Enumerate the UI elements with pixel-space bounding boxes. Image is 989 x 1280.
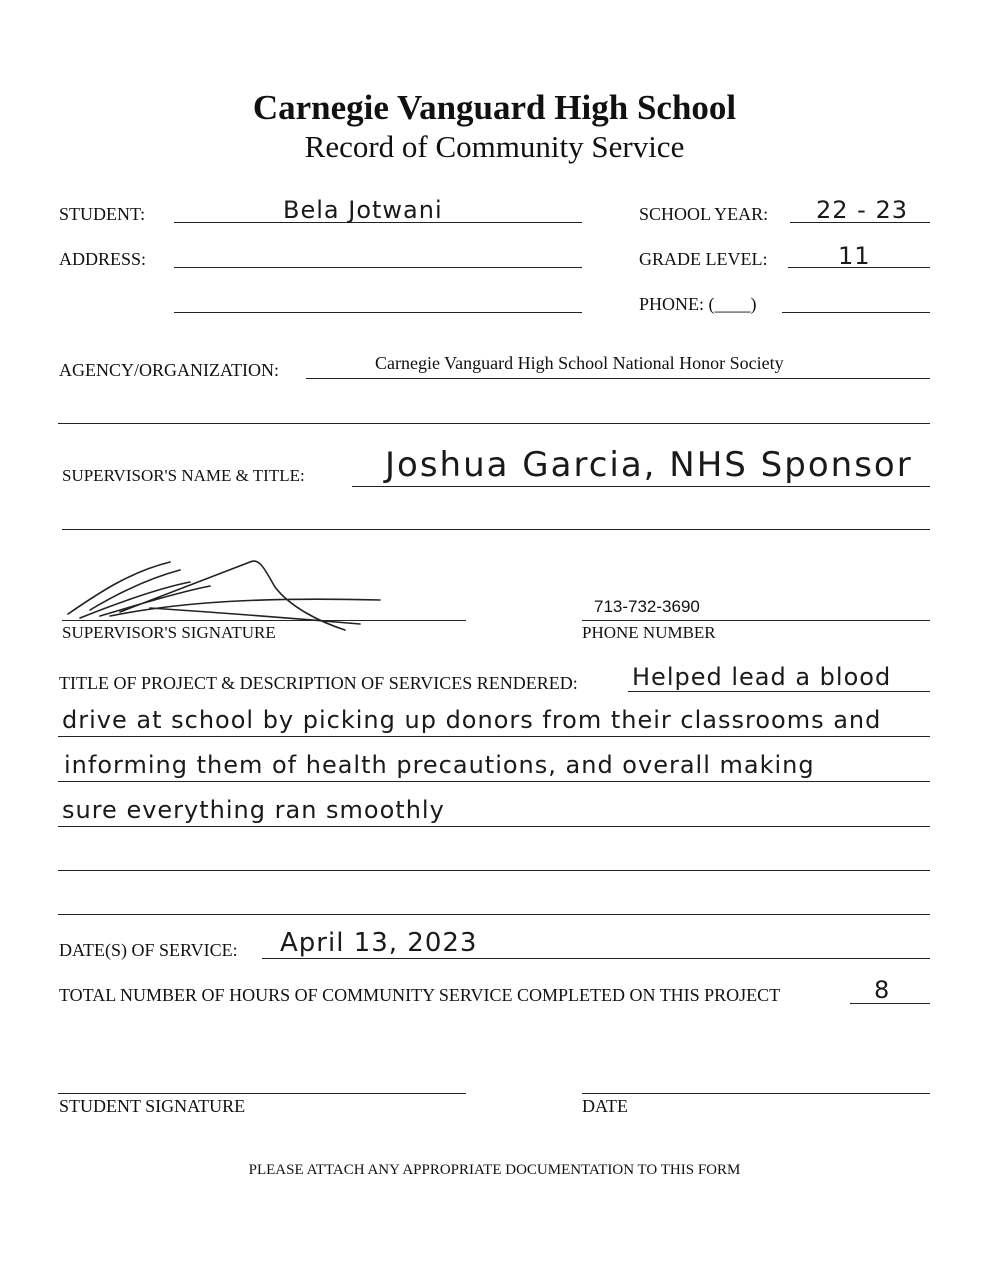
phone-label: PHONE: (____) xyxy=(639,294,757,314)
hours-label: TOTAL NUMBER OF HOURS OF COMMUNITY SERVICE COMPLETED ON THIS PROJECT xyxy=(59,985,781,1005)
phone-line[interactable] xyxy=(782,312,930,313)
project-line-4 xyxy=(58,826,930,827)
agency-line-2 xyxy=(58,423,930,424)
footer-note: PLEASE ATTACH ANY APPROPRIATE DOCUMENTATION TO THIS FORM xyxy=(248,1162,741,1178)
school-year-value[interactable]: 22 - 23 xyxy=(816,196,908,224)
project-label: TITLE OF PROJECT & DESCRIPTION OF SERVICES RENDERED: xyxy=(59,673,578,693)
project-text-line-1[interactable]: Helped lead a blood xyxy=(632,663,892,691)
student-label: STUDENT: xyxy=(59,204,146,224)
school-name: Carnegie Vanguard High School xyxy=(252,88,737,127)
phone-number-line xyxy=(582,620,930,621)
address-line-1[interactable] xyxy=(174,267,582,268)
supervisor-signature-label: SUPERVISOR'S SIGNATURE xyxy=(62,623,276,642)
supervisor-signature-line xyxy=(62,620,466,621)
agency-label: AGENCY/ORGANIZATION: xyxy=(59,360,279,380)
student-signature-label: STUDENT SIGNATURE xyxy=(59,1096,246,1116)
agency-value[interactable]: Carnegie Vanguard High School National Honor Society xyxy=(375,353,784,373)
grade-level-label: GRADE LEVEL: xyxy=(639,249,768,269)
project-line-2 xyxy=(58,736,930,737)
project-text-line-4[interactable]: sure everything ran smoothly xyxy=(62,796,445,824)
hours-value[interactable]: 8 xyxy=(874,976,891,1004)
project-text-line-3[interactable]: informing them of health precautions, and overall making xyxy=(64,751,815,779)
agency-line xyxy=(306,378,930,379)
supervisor-value[interactable]: Joshua Garcia, NHS Sponsor xyxy=(385,445,913,485)
phone-number-value[interactable]: 713-732-3690 xyxy=(594,597,700,616)
supervisor-signature-scribble xyxy=(60,552,400,634)
project-line-1 xyxy=(628,691,930,692)
address-line-2[interactable] xyxy=(174,312,582,313)
student-signature-line[interactable] xyxy=(58,1093,466,1094)
supervisor-line-2 xyxy=(62,529,930,530)
form-title: Record of Community Service xyxy=(304,129,685,164)
date-line[interactable] xyxy=(582,1093,930,1094)
dates-line xyxy=(262,958,930,959)
project-line-3 xyxy=(58,781,930,782)
student-name-value[interactable]: Bela Jotwani xyxy=(283,196,443,224)
grade-level-value[interactable]: 11 xyxy=(838,242,871,270)
project-text-line-2[interactable]: drive at school by picking up donors from their classrooms and xyxy=(62,706,882,734)
project-line-5[interactable] xyxy=(58,870,930,871)
dates-value[interactable]: April 13, 2023 xyxy=(280,928,478,958)
school-year-label: SCHOOL YEAR: xyxy=(639,204,769,224)
date-label: DATE xyxy=(582,1096,628,1116)
dates-label: DATE(S) OF SERVICE: xyxy=(59,940,238,960)
project-line-6[interactable] xyxy=(58,914,930,915)
supervisor-label: SUPERVISOR'S NAME & TITLE: xyxy=(62,466,305,485)
phone-number-label: PHONE NUMBER xyxy=(582,623,716,642)
address-label: ADDRESS: xyxy=(59,249,147,269)
supervisor-line xyxy=(352,486,930,487)
